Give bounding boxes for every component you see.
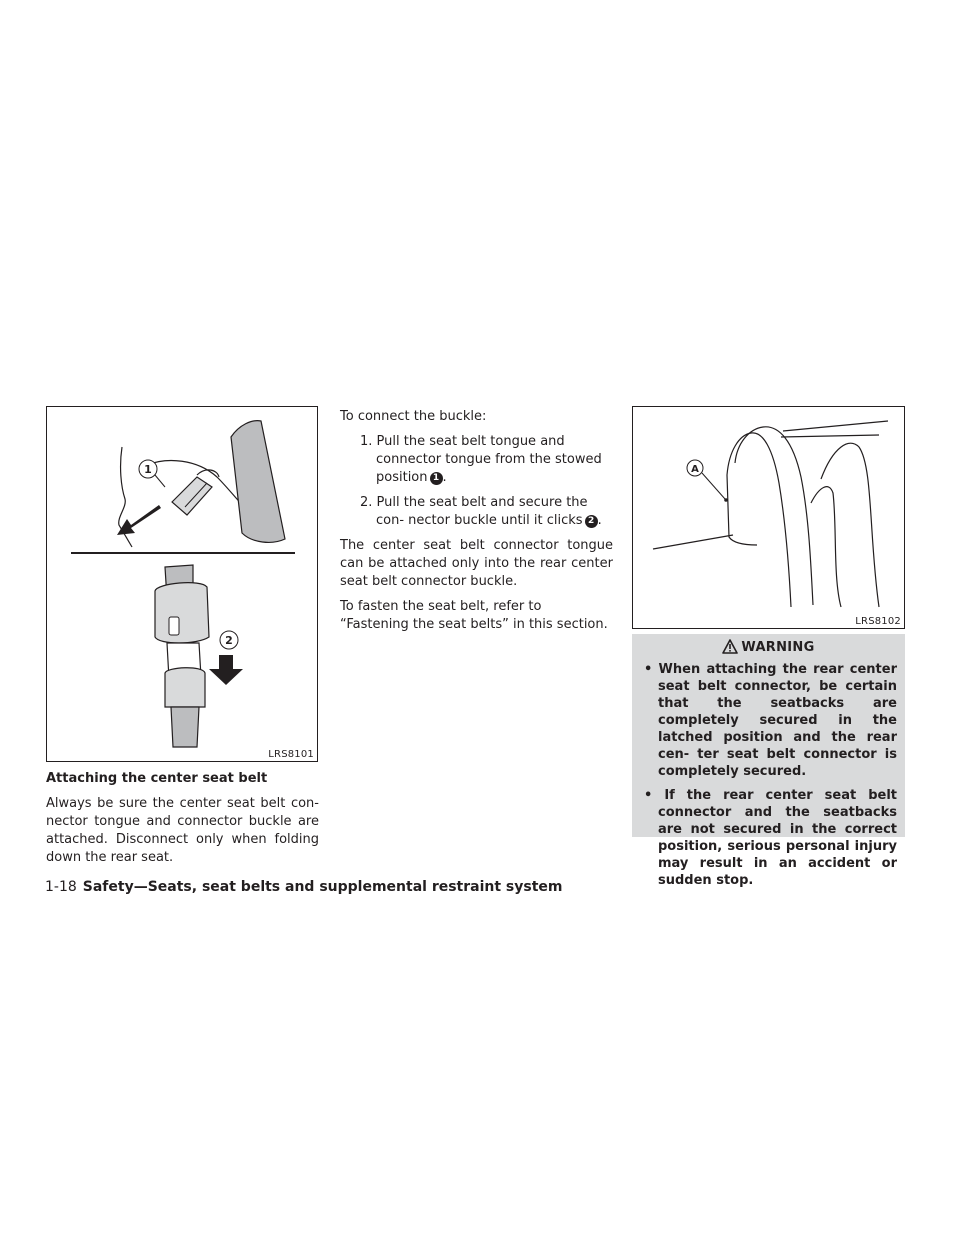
- chapter-title: Safety—Seats, seat belts and supplemental restraint system: [82, 879, 563, 895]
- seat-belt-illustration: [47, 407, 319, 763]
- warning-item: • When attaching the rear center seat belt connector, be certain that the seatbacks are completely secured in the latched position and the rear cen- ter seat belt connector is completely secured.: [644, 662, 897, 779]
- steps-list: [340, 433, 613, 530]
- figure-seatback: [632, 406, 905, 629]
- paragraph-fasten-reference: To fasten the seat belt, refer to “Fastening the seat belts” in this section.: [340, 599, 608, 632]
- page-number: 1-18: [45, 879, 77, 895]
- seatback-illustration: [633, 407, 906, 630]
- callout-1-label: 1: [144, 463, 152, 476]
- warning-box: [632, 634, 905, 888]
- warning-list: [632, 661, 905, 889]
- caption-title: Attaching the center seat belt: [46, 771, 268, 786]
- warning-item: • If the rear center seat belt connector and the seatbacks are not secured in the correct position, serious personal injury may result in an accident or sudden stop.: [644, 788, 898, 888]
- callout-a-label: A: [691, 464, 699, 475]
- paragraph-connector: The center seat belt connector tongue can be attached only into the rear center seat belt connector buckle.: [340, 538, 613, 589]
- step-1: 1. Pull the seat belt tongue and connector tongue from the stowed position 1 .: [360, 434, 602, 485]
- caption-column: [46, 770, 319, 874]
- figure-code: LRS8101: [268, 749, 314, 760]
- caption-body: Always be sure the center seat belt con- nector tongue and connector buckle are attached. Disconnect only when folding down the rear seat.: [46, 796, 319, 865]
- figure-attaching-belt: [46, 406, 318, 762]
- step-2: 2. Pull the seat belt and secure the con- nector buckle until it clicks 2 .: [360, 495, 602, 528]
- intro-text: To connect the buckle:: [340, 409, 487, 424]
- warning-heading-text: WARNING: [741, 640, 815, 655]
- warning-heading: [632, 634, 905, 661]
- instructions-column: [340, 408, 613, 641]
- callout-2-label: 2: [225, 634, 233, 647]
- warning-triangle-icon: [722, 639, 738, 654]
- ref-1-icon: 1: [430, 472, 443, 485]
- ref-2-icon: 2: [585, 515, 598, 528]
- figure-code: LRS8102: [855, 616, 901, 627]
- page-footer: [45, 878, 563, 896]
